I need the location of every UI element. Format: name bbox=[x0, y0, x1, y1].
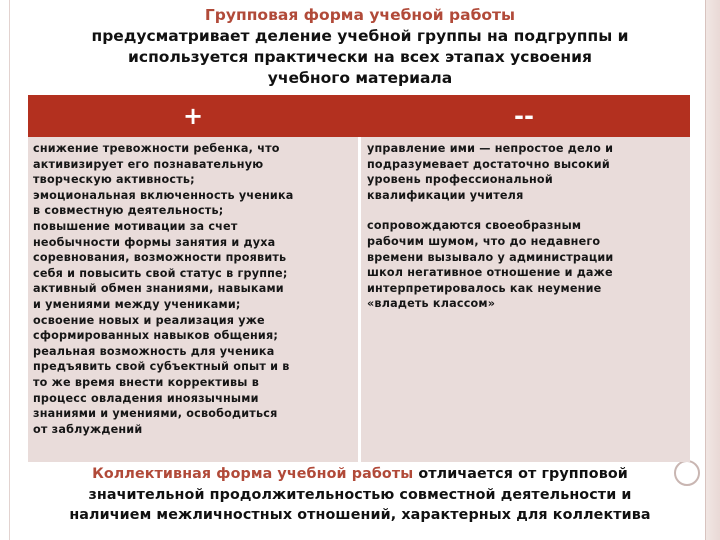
header-minus: -- bbox=[514, 102, 534, 130]
plus-line: реальная возможность для ученика bbox=[33, 344, 275, 358]
plus-line: снижение тревожности ребенка, что bbox=[33, 142, 280, 155]
footer-line-2: значительной продолжительностью совместной деятельности и bbox=[88, 486, 632, 503]
footer-title: Коллективная форма учебной работы bbox=[92, 466, 414, 482]
minus-line: интерпретировалось как неумение bbox=[367, 281, 602, 295]
footer-line-1-rest: отличается от групповой bbox=[413, 466, 628, 482]
minus-line: управление ими — непростое дело и bbox=[367, 142, 614, 155]
plus-line: необычности формы занятия и духа bbox=[33, 235, 276, 249]
right-decor-bar bbox=[705, 0, 720, 540]
header-plus: + bbox=[182, 102, 204, 130]
plus-line: себя и повысить свой статус в группе; bbox=[33, 266, 288, 280]
plus-line: от заблуждений bbox=[33, 422, 143, 436]
heading-line-1: предусматривает деление учебной группы на подгруппы и bbox=[91, 27, 629, 45]
heading-line-3: учебного материала bbox=[267, 69, 453, 87]
minus-line: подразумевает достаточно высокий bbox=[367, 157, 610, 171]
minus-line: «владеть классом» bbox=[367, 297, 496, 311]
plus-line: активный обмен знаниями, навыками bbox=[33, 282, 284, 296]
heading-title: Групповая форма учебной работы bbox=[204, 6, 516, 24]
plus-line: творческую активность; bbox=[33, 173, 195, 187]
slide-heading bbox=[30, 5, 690, 89]
minus-line: уровень профессиональной bbox=[367, 173, 553, 187]
table-header bbox=[28, 95, 690, 137]
plus-line: то же время внести коррективы в bbox=[33, 375, 259, 389]
plus-line: и умениями между учениками; bbox=[33, 297, 241, 311]
column-divider bbox=[358, 137, 361, 462]
plus-line: сформированных навыков общения; bbox=[33, 329, 279, 343]
minus-line: сопровождаются своеобразным bbox=[367, 219, 582, 233]
plus-cell bbox=[33, 141, 355, 437]
plus-line: процесс овладения иноязычными bbox=[33, 391, 259, 405]
footer-line-3: наличием межличностных отношений, характерных для коллектива bbox=[69, 507, 651, 523]
plus-line: знаниями и умениями, освободиться bbox=[33, 407, 278, 421]
minus-cell bbox=[367, 141, 685, 312]
minus-line: школ негативное отношение и даже bbox=[367, 266, 613, 280]
plus-line: освоение новых и реализация уже bbox=[33, 313, 265, 327]
plus-line: активизирует его познавательную bbox=[33, 157, 264, 171]
plus-line: в совместную деятельность; bbox=[33, 204, 224, 218]
left-decor-line bbox=[9, 0, 10, 540]
pros-cons-table bbox=[28, 95, 690, 462]
slide-footer bbox=[20, 464, 700, 526]
heading-line-2: используется практически на всех этапах усвоения bbox=[128, 48, 592, 66]
plus-line: эмоциональная включенность ученика bbox=[33, 188, 294, 202]
minus-line: рабочим шумом, что до недавнего bbox=[367, 234, 601, 248]
footer-line-1 bbox=[20, 464, 700, 485]
minus-line: времени вызывало у администрации bbox=[367, 250, 614, 264]
minus-line: квалификации учителя bbox=[367, 188, 524, 202]
plus-line: повышение мотивации за счет bbox=[33, 219, 238, 233]
plus-line: предъявить свой субъектный опыт и в bbox=[33, 360, 290, 374]
plus-line: соревнования, возможности проявить bbox=[33, 251, 287, 265]
